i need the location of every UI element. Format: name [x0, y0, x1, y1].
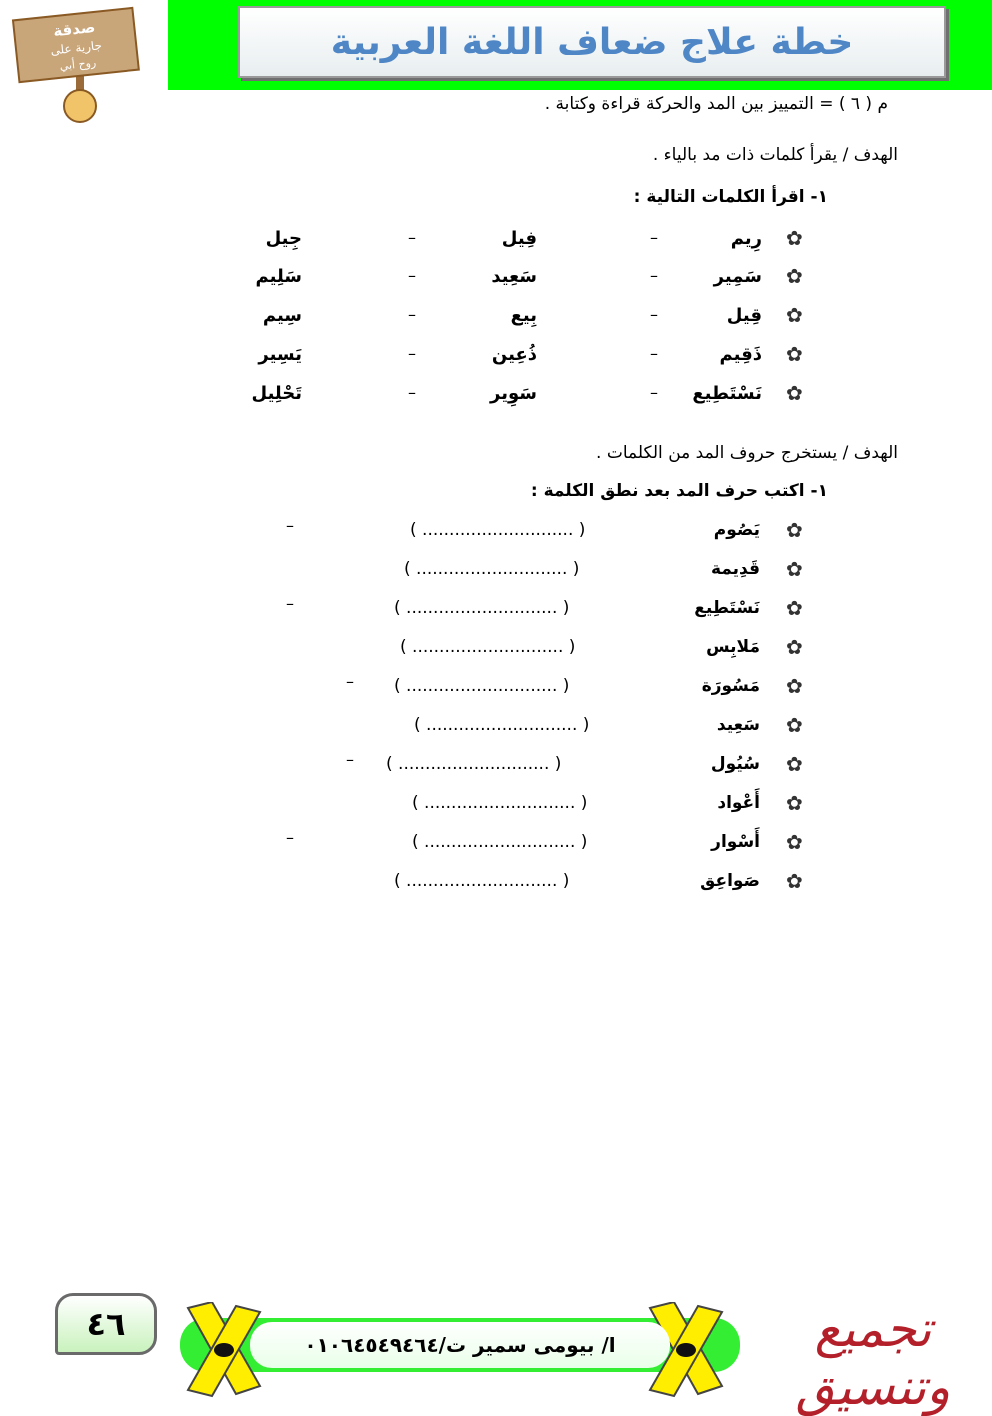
exercise-word: أَسْوار: [711, 832, 760, 852]
flower-bullet-icon: ✿: [786, 869, 803, 893]
flower-bullet-icon: ✿: [786, 264, 803, 288]
exercise-word: يَصُوم: [713, 520, 760, 540]
word-item: سِيم: [262, 305, 302, 326]
word-item: ذُعِين: [491, 344, 537, 365]
exercise-word: نَسْتَطِيع: [694, 598, 760, 618]
word-separator: –: [408, 383, 416, 402]
word-item: رِيم: [730, 228, 762, 249]
answer-blank[interactable]: ( ............................ ): [412, 832, 588, 852]
word-item: بِيع: [510, 305, 537, 326]
answer-blank[interactable]: ( ............................ ): [386, 754, 562, 774]
word-separator: –: [346, 672, 354, 691]
word-item: سَوِير: [490, 383, 537, 404]
section2-goal: الهدف / يستخرج حروف المد من الكلمات .: [596, 443, 898, 463]
word-separator: –: [408, 266, 416, 285]
exercise-word: سَعِيد: [716, 715, 760, 735]
word-separator: –: [650, 305, 658, 324]
answer-blank[interactable]: ( ............................ ): [414, 715, 590, 735]
word-separator: –: [650, 266, 658, 285]
section1-instruction: ١- اقرأ الكلمات التالية :: [633, 187, 828, 207]
section2-instruction: ١- اكتب حرف المد بعد نطق الكلمة :: [530, 481, 828, 501]
exercise-word: صَواعِق: [700, 871, 760, 891]
word-item: يَسِير: [258, 344, 302, 365]
header-title-box: [238, 6, 946, 78]
word-separator: –: [286, 594, 294, 613]
exercise-word: أَعْواد: [717, 793, 760, 813]
page-title: خطة علاج ضعاف اللغة العربية: [330, 21, 854, 63]
word-item: نَسْتَطِيع: [692, 383, 762, 404]
word-item: جِيل: [265, 228, 302, 249]
flower-bullet-icon: ✿: [786, 752, 803, 776]
flower-bullet-icon: ✿: [786, 342, 803, 366]
word-item: ذَقِيم: [719, 344, 762, 365]
word-item: سَلِيم: [255, 266, 302, 287]
flower-bullet-icon: ✿: [786, 596, 803, 620]
section1-goal: الهدف / يقرأ كلمات ذات مد بالياء .: [652, 145, 898, 165]
word-separator: –: [650, 228, 658, 247]
flower-bullet-icon: ✿: [786, 674, 803, 698]
flower-bullet-icon: ✿: [786, 226, 803, 250]
exercise-word: سُيُول: [710, 754, 760, 774]
word-separator: –: [408, 228, 416, 247]
sign-line-1: صدقة: [52, 17, 97, 41]
word-separator: –: [286, 828, 294, 847]
flower-bullet-icon: ✿: [786, 303, 803, 327]
author-credit: ا/ بيومى سمير ت/٠١٠٦٤٥٤٩٤٦٤: [304, 1333, 616, 1357]
answer-blank[interactable]: ( ............................ ): [410, 520, 586, 540]
flower-bullet-icon: ✿: [786, 635, 803, 659]
word-item: تَحْلِيل: [251, 383, 302, 404]
exercise-word: مَسُورَة: [701, 676, 760, 696]
footer-credit-box: [250, 1322, 670, 1368]
page-number: ٤٦: [86, 1305, 126, 1343]
flower-bullet-icon: ✿: [786, 557, 803, 581]
answer-blank[interactable]: ( ............................ ): [400, 637, 576, 657]
sign-line-3: روح أبي: [59, 56, 97, 73]
sign-line-2: جارية على: [49, 38, 103, 58]
word-item: سَعِيد: [491, 266, 537, 287]
flower-bullet-icon: ✿: [786, 830, 803, 854]
answer-blank[interactable]: ( ............................ ): [394, 676, 570, 696]
page-number-box: [55, 1293, 157, 1355]
exercise-word: مَلابِس: [706, 637, 760, 657]
exercise-word: قَدِيمة: [710, 559, 760, 579]
word-item: سَمِير: [713, 266, 762, 287]
word-separator: –: [346, 750, 354, 769]
word-separator: –: [286, 516, 294, 535]
answer-blank[interactable]: ( ............................ ): [412, 793, 588, 813]
lesson-title: م ( ٦ ) = التمييز بين المد والحركة قراءة وكتابة .: [544, 94, 888, 114]
word-item: قِيل: [726, 305, 762, 326]
compiled-by-script: تجميع وتنسيق: [795, 1300, 951, 1416]
answer-blank[interactable]: ( ............................ ): [394, 598, 570, 618]
word-separator: –: [650, 344, 658, 363]
flower-bullet-icon: ✿: [786, 791, 803, 815]
flower-bullet-icon: ✿: [786, 518, 803, 542]
answer-blank[interactable]: ( ............................ ): [394, 871, 570, 891]
word-separator: –: [408, 305, 416, 324]
word-item: فِيل: [501, 228, 537, 249]
flower-bullet-icon: ✿: [786, 713, 803, 737]
flower-bullet-icon: ✿: [786, 381, 803, 405]
word-separator: –: [650, 383, 658, 402]
answer-blank[interactable]: ( ............................ ): [404, 559, 580, 579]
charity-sign-logo: [10, 6, 144, 126]
word-separator: –: [408, 344, 416, 363]
